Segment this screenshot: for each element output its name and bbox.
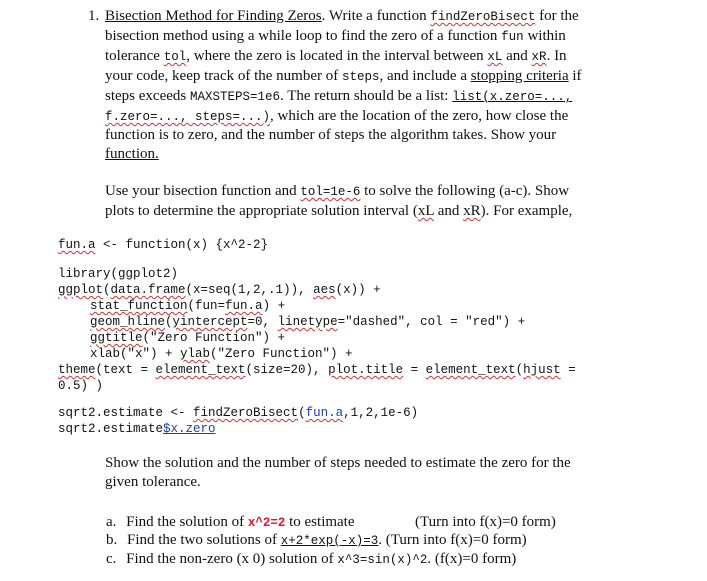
code-theme: theme(text = element_text(size=20), plot.title = element_text(hjust = bbox=[58, 363, 576, 377]
fn-name: findZeroBisect bbox=[430, 10, 536, 24]
code-geom-hline: geom_hline(yintercept=0, linetype="dashed", col = "red") + bbox=[90, 315, 526, 329]
show-line-1: Show the solution and the number of steps needed to estimate the zero for the bbox=[105, 455, 571, 471]
code-sqrt2-xzero: sqrt2.estimate$x.zero bbox=[58, 422, 216, 436]
use-line-2: plots to determine the appropriate solution interval (xL and xR). For example, bbox=[105, 203, 573, 219]
sub-question-a-hint: (Turn into f(x)=0 form) bbox=[415, 514, 556, 530]
code-ggplot: ggplot(data.frame(x=seq(1,2,.1)), aes(x)) + bbox=[58, 283, 381, 297]
sub-question-b: b. Find the two solutions of x+2*exp(-x)=3. (Turn into f(x)=0 form) bbox=[106, 532, 527, 548]
use-line-1: Use your bisection function and tol=1e-6 to solve the following (a-c). Show bbox=[105, 183, 570, 199]
code-fun-def: fun.a <- function(x) {x^2-2} bbox=[58, 238, 269, 252]
code-stat-function: stat_function(fun=fun.a) + bbox=[90, 299, 286, 313]
q1-line-6: f.zero=..., steps=...), which are the location of the zero, how close the bbox=[105, 108, 569, 124]
question-number: 1. bbox=[88, 8, 100, 24]
code-sqrt2-estimate: sqrt2.estimate <- findZeroBisect(fun.a,1,2,1e-6) bbox=[58, 406, 419, 420]
show-line-2: given tolerance. bbox=[105, 474, 201, 490]
q1-line-5: steps exceeds MAXSTEPS=1e6. The return should be a list: list(x.zero=..., bbox=[105, 88, 573, 104]
q1-line-2: bisection method using a while loop to find the zero of a function fun within bbox=[105, 28, 566, 44]
q1-line-7: function is to zero, and the number of steps the algorithm takes. Show your bbox=[105, 127, 557, 143]
code-theme-cont: 0.5) ) bbox=[58, 379, 104, 393]
q1-line-1: Bisection Method for Finding Zeros. Write a function findZeroBisect for the bbox=[105, 8, 579, 24]
code-library: library(ggplot2) bbox=[58, 267, 179, 281]
q1-line-8: function. bbox=[105, 146, 159, 162]
code-labs: xlab("x") + ylab("Zero Function") + bbox=[90, 347, 353, 361]
sub-question-a: a. Find the solution of x^2=2 to estimate bbox=[106, 514, 355, 530]
sub-question-c: c. Find the non-zero (x 0) solution of x^3=sin(x)^2. (f(x)=0 form) bbox=[106, 551, 517, 567]
q1-title: Bisection Method for Finding Zeros bbox=[105, 8, 322, 24]
q1-line-4: your code, keep track of the number of steps, and include a stopping criteria if bbox=[105, 68, 582, 84]
code-ggtitle: ggtitle("Zero Function") + bbox=[90, 331, 286, 345]
q1-line-3: tolerance tol, where the zero is located in the interval between xL and xR. In bbox=[105, 48, 567, 64]
